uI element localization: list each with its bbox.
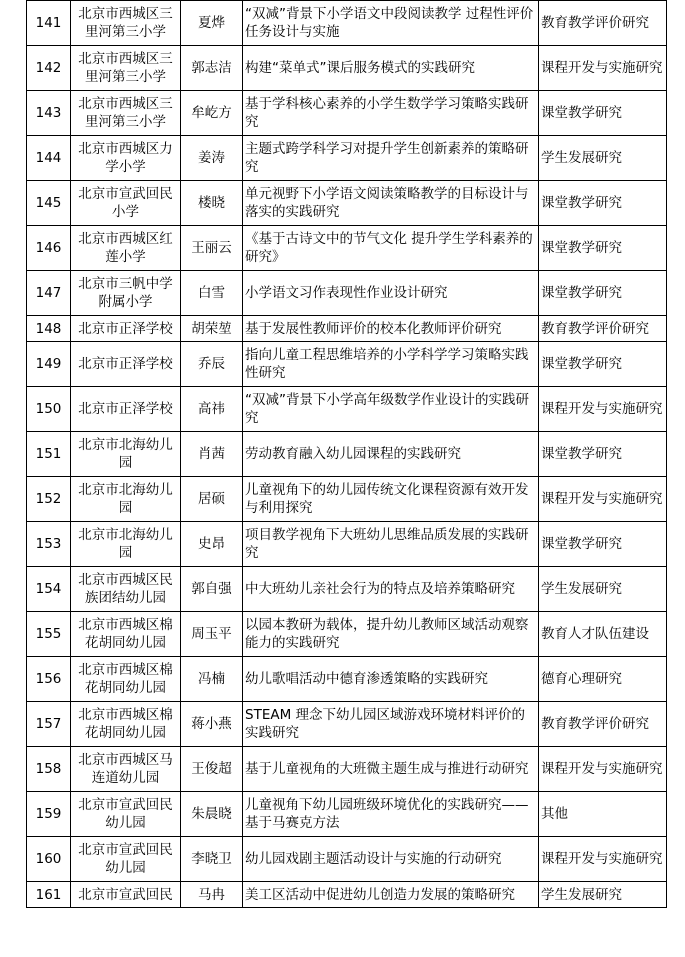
project-title-cell: 儿童视角下幼儿园班级环境优化的实践研究——基于马赛克方法 [243, 792, 539, 837]
category-cell: 课程开发与实施研究 [539, 477, 667, 522]
category-cell: 其他 [539, 792, 667, 837]
project-title-cell: “双减”背景下小学语文中段阅读教学 过程性评价任务设计与实施 [243, 1, 539, 46]
school-cell: 北京市正泽学校 [71, 387, 181, 432]
category-cell: 教育教学评价研究 [539, 316, 667, 342]
school-cell: 北京市西城区马连道幼儿园 [71, 747, 181, 792]
project-title-cell: 指向儿童工程思维培养的小学科学学习策略实践性研究 [243, 342, 539, 387]
table-row [27, 181, 667, 226]
project-title-cell: 儿童视角下的幼儿园传统文化课程资源有效开发与利用探究 [243, 477, 539, 522]
row-number-cell: 142 [27, 46, 71, 91]
project-title-cell: 以园本教研为载体，提升幼儿教师区域活动观察能力的实践研究 [243, 612, 539, 657]
school-cell: 北京市正泽学校 [71, 316, 181, 342]
category-cell: 课堂教学研究 [539, 271, 667, 316]
project-title-cell: 《基于古诗文中的节气文化 提升学生学科素养的研究》 [243, 226, 539, 271]
researcher-name-cell: 郭自强 [181, 567, 243, 612]
row-number-cell: 154 [27, 567, 71, 612]
project-title-cell: 单元视野下小学语文阅读策略教学的目标设计与落实的实践研究 [243, 181, 539, 226]
researcher-name-cell: 马冉 [181, 882, 243, 908]
school-cell: 北京市西城区三里河第三小学 [71, 46, 181, 91]
category-cell: 课程开发与实施研究 [539, 46, 667, 91]
school-cell: 北京市北海幼儿园 [71, 522, 181, 567]
row-number-cell: 150 [27, 387, 71, 432]
researcher-name-cell: 姜涛 [181, 136, 243, 181]
researcher-name-cell: 王丽云 [181, 226, 243, 271]
table-row [27, 747, 667, 792]
researcher-name-cell: 牟屹方 [181, 91, 243, 136]
project-title-cell: 主题式跨学科学习对提升学生创新素养的策略研究 [243, 136, 539, 181]
table-row [27, 522, 667, 567]
school-cell: 北京市西城区民族团结幼儿园 [71, 567, 181, 612]
project-title-cell: 构建“菜单式”课后服务模式的实践研究 [243, 46, 539, 91]
school-cell: 北京市宣武回民幼儿园 [71, 837, 181, 882]
table-row [27, 432, 667, 477]
researcher-name-cell: 胡荣堃 [181, 316, 243, 342]
row-number-cell: 148 [27, 316, 71, 342]
researcher-name-cell: 高祎 [181, 387, 243, 432]
table-row [27, 657, 667, 702]
row-number-cell: 147 [27, 271, 71, 316]
table-row [27, 702, 667, 747]
row-number-cell: 155 [27, 612, 71, 657]
category-cell: 课堂教学研究 [539, 342, 667, 387]
category-cell: 课堂教学研究 [539, 226, 667, 271]
table-row [27, 1, 667, 46]
table-row [27, 882, 667, 908]
table-row [27, 612, 667, 657]
project-title-cell: 基于儿童视角的大班微主题生成与推进行动研究 [243, 747, 539, 792]
table-row [27, 342, 667, 387]
researcher-name-cell: 肖茜 [181, 432, 243, 477]
row-number-cell: 156 [27, 657, 71, 702]
table-row [27, 136, 667, 181]
category-cell: 学生发展研究 [539, 882, 667, 908]
table-row [27, 567, 667, 612]
school-cell: 北京市西城区力学小学 [71, 136, 181, 181]
category-cell: 教育教学评价研究 [539, 702, 667, 747]
school-cell: 北京市北海幼儿园 [71, 477, 181, 522]
category-cell: 教育教学评价研究 [539, 1, 667, 46]
project-title-cell: 基于发展性教师评价的校本化教师评价研究 [243, 316, 539, 342]
researcher-name-cell: 居硕 [181, 477, 243, 522]
table-row [27, 477, 667, 522]
category-cell: 学生发展研究 [539, 567, 667, 612]
project-title-cell: 幼儿园戏剧主题活动设计与实施的行动研究 [243, 837, 539, 882]
table-row [27, 792, 667, 837]
table-row [27, 316, 667, 342]
school-cell: 北京市北海幼儿园 [71, 432, 181, 477]
category-cell: 课程开发与实施研究 [539, 387, 667, 432]
researcher-name-cell: 李晓卫 [181, 837, 243, 882]
category-cell: 课堂教学研究 [539, 91, 667, 136]
project-title-cell: 项目教学视角下大班幼儿思维品质发展的实践研究 [243, 522, 539, 567]
category-cell: 课堂教学研究 [539, 522, 667, 567]
category-cell: 课程开发与实施研究 [539, 837, 667, 882]
school-cell: 北京市西城区棉花胡同幼儿园 [71, 657, 181, 702]
table-row [27, 226, 667, 271]
researcher-name-cell: 楼晓 [181, 181, 243, 226]
row-number-cell: 161 [27, 882, 71, 908]
table-row [27, 387, 667, 432]
category-cell: 学生发展研究 [539, 136, 667, 181]
school-cell: 北京市西城区三里河第三小学 [71, 1, 181, 46]
project-title-cell: 美工区活动中促进幼儿创造力发展的策略研究 [243, 882, 539, 908]
table-row [27, 46, 667, 91]
researcher-name-cell: 周玉平 [181, 612, 243, 657]
project-title-cell: “双减”背景下小学高年级数学作业设计的实践研究 [243, 387, 539, 432]
researcher-name-cell: 夏烨 [181, 1, 243, 46]
school-cell: 北京市宣武回民小学 [71, 181, 181, 226]
school-cell: 北京市宣武回民幼儿园 [71, 792, 181, 837]
table-row [27, 91, 667, 136]
school-cell: 北京市正泽学校 [71, 342, 181, 387]
row-number-cell: 144 [27, 136, 71, 181]
category-cell: 课堂教学研究 [539, 432, 667, 477]
researcher-name-cell: 史昂 [181, 522, 243, 567]
school-cell: 北京市西城区棉花胡同幼儿园 [71, 702, 181, 747]
project-title-cell: 基于学科核心素养的小学生数学学习策略实践研究 [243, 91, 539, 136]
school-cell: 北京市西城区红莲小学 [71, 226, 181, 271]
row-number-cell: 157 [27, 702, 71, 747]
row-number-cell: 152 [27, 477, 71, 522]
project-table-body [27, 1, 667, 908]
researcher-name-cell: 蒋小燕 [181, 702, 243, 747]
researcher-name-cell: 朱晨晓 [181, 792, 243, 837]
category-cell: 课堂教学研究 [539, 181, 667, 226]
row-number-cell: 153 [27, 522, 71, 567]
category-cell: 教育人才队伍建设 [539, 612, 667, 657]
researcher-name-cell: 乔辰 [181, 342, 243, 387]
category-cell: 课程开发与实施研究 [539, 747, 667, 792]
row-number-cell: 146 [27, 226, 71, 271]
row-number-cell: 141 [27, 1, 71, 46]
school-cell: 北京市西城区三里河第三小学 [71, 91, 181, 136]
row-number-cell: 158 [27, 747, 71, 792]
row-number-cell: 149 [27, 342, 71, 387]
project-table [26, 0, 667, 908]
researcher-name-cell: 王俊超 [181, 747, 243, 792]
school-cell: 北京市三帆中学附属小学 [71, 271, 181, 316]
researcher-name-cell: 冯楠 [181, 657, 243, 702]
row-number-cell: 160 [27, 837, 71, 882]
project-title-cell: 劳动教育融入幼儿园课程的实践研究 [243, 432, 539, 477]
researcher-name-cell: 郭志洁 [181, 46, 243, 91]
row-number-cell: 143 [27, 91, 71, 136]
category-cell: 德育心理研究 [539, 657, 667, 702]
project-table-sheet [26, 0, 666, 908]
row-number-cell: 159 [27, 792, 71, 837]
row-number-cell: 145 [27, 181, 71, 226]
table-row [27, 837, 667, 882]
project-title-cell: STEAM 理念下幼儿园区域游戏环境材料评价的实践研究 [243, 702, 539, 747]
project-title-cell: 幼儿歌唱活动中德育渗透策略的实践研究 [243, 657, 539, 702]
school-cell: 北京市宣武回民 [71, 882, 181, 908]
project-title-cell: 小学语文习作表现性作业设计研究 [243, 271, 539, 316]
project-title-cell: 中大班幼儿亲社会行为的特点及培养策略研究 [243, 567, 539, 612]
school-cell: 北京市西城区棉花胡同幼儿园 [71, 612, 181, 657]
row-number-cell: 151 [27, 432, 71, 477]
table-row [27, 271, 667, 316]
researcher-name-cell: 白雪 [181, 271, 243, 316]
